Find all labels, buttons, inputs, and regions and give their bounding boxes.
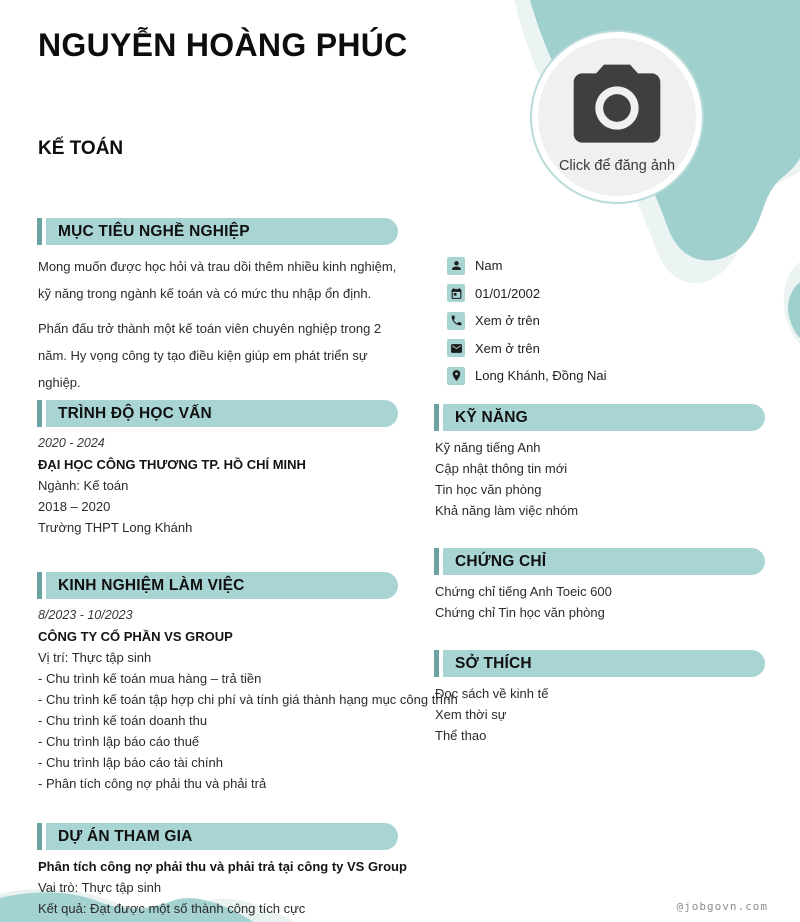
email-icon <box>447 339 465 357</box>
personal-info-list <box>447 252 765 390</box>
skill-item: Khả năng làm việc nhóm <box>435 502 579 518</box>
objective-paragraph: Phấn đấu trở thành một kế toán viên chuyên nghiệp trong 2 năm. Hy vọng công ty tạo điều kiện giúp em phát triển sự nghiệp. <box>38 321 382 390</box>
experience-company: CÔNG TY CỔ PHẦN VS GROUP <box>38 629 233 644</box>
section-title: KINH NGHIỆM LÀM VIỆC <box>46 572 398 599</box>
section-experience-header <box>37 572 398 599</box>
education-school: ĐẠI HỌC CÔNG THƯƠNG TP. HỒ CHÍ MINH <box>38 457 306 472</box>
education-period: 2020 - 2024 <box>38 436 105 450</box>
photo-upload-circle[interactable] <box>530 30 704 204</box>
education-body <box>38 433 398 538</box>
job-title: KẾ TOÁN <box>38 138 124 159</box>
info-value: Xem ở trên <box>475 313 540 329</box>
hobby-item: Xem thời sự <box>435 706 507 722</box>
info-row-email <box>447 335 765 363</box>
section-accent-bar <box>37 823 42 850</box>
section-accent-bar <box>434 404 439 431</box>
phone-icon <box>447 312 465 330</box>
section-title: DỰ ÁN THAM GIA <box>46 823 398 850</box>
photo-placeholder <box>538 38 696 196</box>
section-title: KỸ NĂNG <box>443 404 765 431</box>
section-accent-bar <box>37 218 42 245</box>
candidate-name: NGUYỄN HOÀNG PHÚC <box>38 27 408 63</box>
experience-period: 8/2023 - 10/2023 <box>38 608 133 622</box>
projects-body <box>38 856 407 919</box>
hobbies-body <box>435 683 765 746</box>
experience-duty: - Chu trình lập báo cáo tài chính <box>38 755 224 770</box>
skill-item: Tin học văn phòng <box>435 481 542 497</box>
objective-paragraph: Mong muốn được học hỏi và trau dồi thêm nhiều kinh nghiệm, kỹ năng trong ngành kế toán và có mức thu nhập ổn định. <box>38 259 397 301</box>
left-column <box>37 218 458 919</box>
skill-item: Kỹ năng tiếng Anh <box>435 439 541 455</box>
info-value: Xem ở trên <box>475 340 540 356</box>
photo-upload-label: Click để đăng ảnh <box>558 158 676 174</box>
experience-duty: - Chu trình kế toán doanh thu <box>38 713 208 728</box>
location-icon <box>447 367 465 385</box>
info-row-birthdate <box>447 280 765 308</box>
experience-duty: - Chu trình lập báo cáo thuế <box>38 734 200 749</box>
info-row-gender <box>447 252 765 280</box>
section-title: TRÌNH ĐỘ HỌC VẤN <box>46 400 398 427</box>
certificates-body <box>435 581 765 623</box>
site-watermark: @jobgovn.com <box>676 900 768 913</box>
section-accent-bar <box>434 650 439 677</box>
section-title: MỤC TIÊU NGHỀ NGHIỆP <box>46 218 398 245</box>
section-accent-bar <box>37 572 42 599</box>
certificate-item: Chứng chỉ Tin học văn phòng <box>435 604 605 620</box>
info-value: 01/01/2002 <box>475 285 541 301</box>
camera-icon <box>565 56 669 160</box>
hobby-item: Thể thao <box>435 727 487 743</box>
education-period: 2018 – 2020 <box>38 499 111 514</box>
section-skills-header <box>434 404 765 431</box>
education-school: Trường THPT Long Khánh <box>38 520 193 535</box>
section-accent-bar <box>434 548 439 575</box>
project-role: Vai trò: Thực tập sinh <box>38 880 162 895</box>
project-result: Kết quả: Đạt được một số thành công tích cực <box>38 901 306 916</box>
section-projects-header <box>37 823 398 850</box>
skill-item: Cập nhật thông tin mới <box>435 460 568 476</box>
project-name: Phân tích công nợ phải thu và phải trả tại công ty VS Group <box>38 859 407 874</box>
certificate-item: Chứng chỉ tiếng Anh Toeic 600 <box>435 583 612 599</box>
info-row-address <box>447 362 765 390</box>
person-icon <box>447 257 465 275</box>
experience-duty: - Chu trình kế toán tập hợp chi phí và tính giá thành hạng mục công trình <box>38 692 458 707</box>
education-major: Ngành: Kế toán <box>38 478 129 493</box>
experience-body <box>38 605 458 794</box>
info-value: Nam <box>475 258 503 274</box>
section-accent-bar <box>37 400 42 427</box>
skills-body <box>435 437 765 521</box>
experience-duty: - Chu trình kế toán mua hàng – trả tiền <box>38 671 262 686</box>
experience-duty: - Phân tích công nợ phải thu và phải trả <box>38 776 267 791</box>
section-hobbies-header <box>434 650 765 677</box>
calendar-icon <box>447 284 465 302</box>
section-certificates-header <box>434 548 765 575</box>
right-column <box>434 252 765 746</box>
info-value: Long Khánh, Đồng Nai <box>475 368 607 384</box>
hobby-item: Đọc sách về kinh tế <box>435 685 549 701</box>
section-objective-header <box>37 218 398 245</box>
section-title: CHỨNG CHỈ <box>443 548 765 575</box>
section-education-header <box>37 400 398 427</box>
experience-position: Vị trí: Thực tập sinh <box>38 650 152 665</box>
objective-body <box>37 253 398 396</box>
section-title: SỞ THÍCH <box>443 650 765 677</box>
info-row-phone <box>447 307 765 335</box>
